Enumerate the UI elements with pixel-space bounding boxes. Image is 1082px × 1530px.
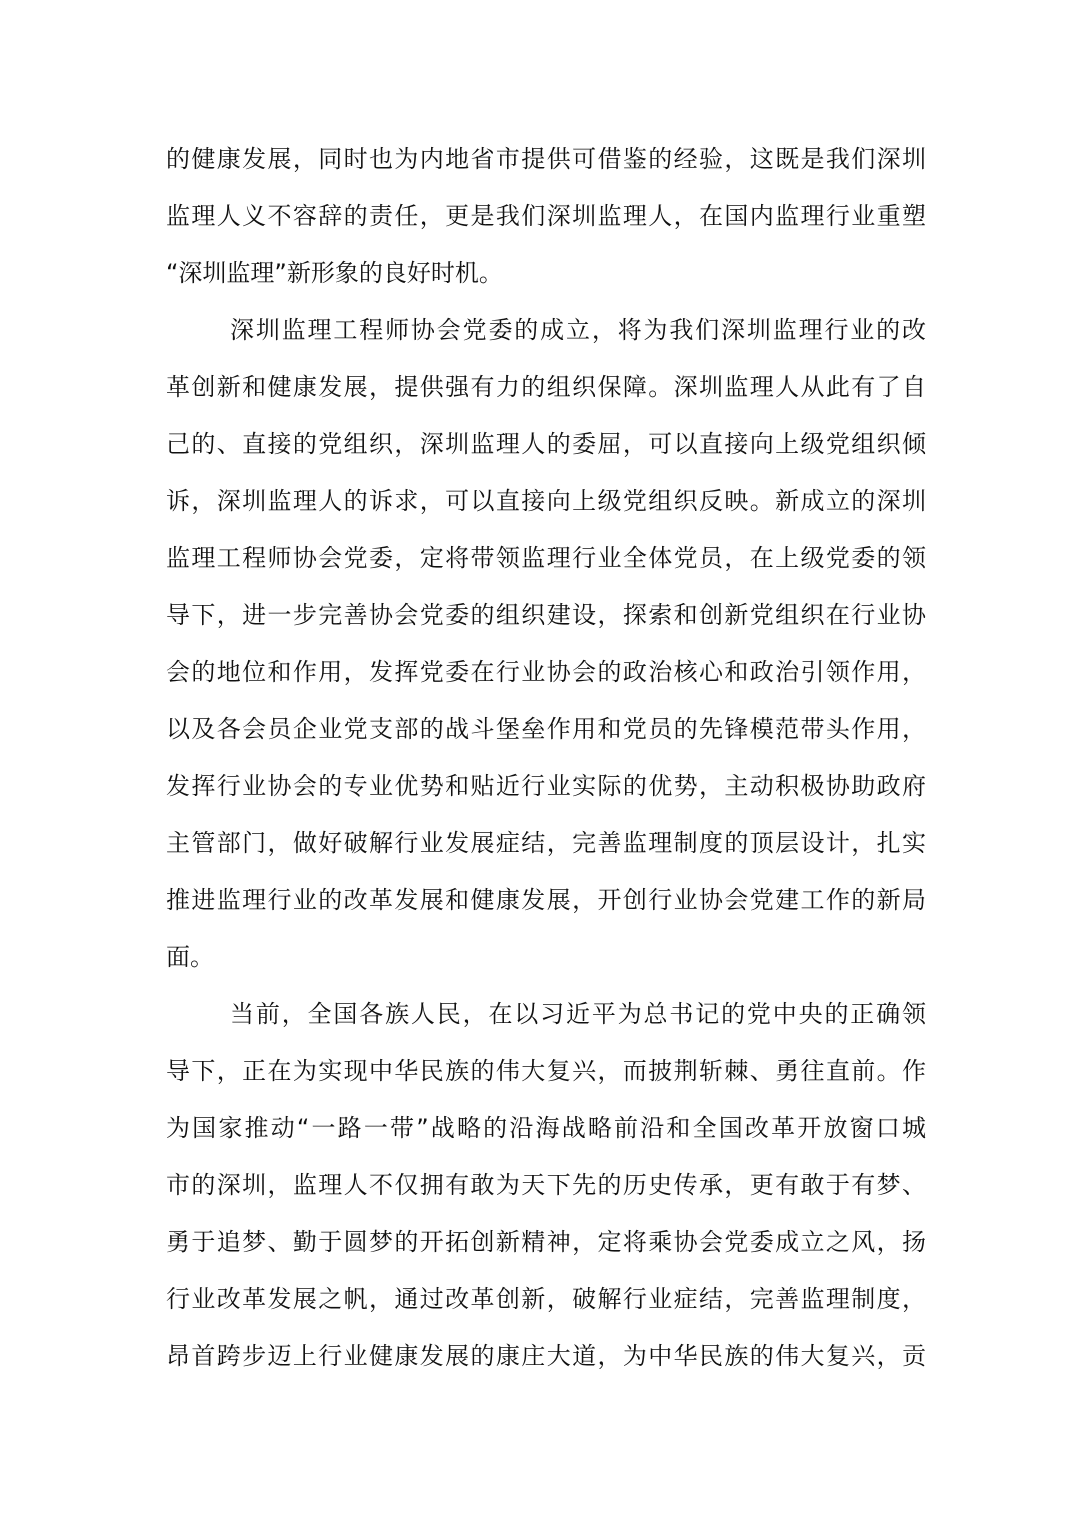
text-line: 监理人义不容辞的责任，更是我们深圳监理人，在国内监理行业重塑 — [166, 202, 926, 230]
text-line: 当前，全国各族人民，在以习近平为总书记的党中央的正确领 — [230, 1000, 926, 1028]
text-line: 监理工程师协会党委，定将带领监理行业全体党员，在上级党委的领 — [166, 544, 926, 572]
text-line: 昂首跨步迈上行业健康发展的康庄大道，为中华民族的伟大复兴，贡 — [166, 1342, 926, 1370]
text-line: 勇于追梦、勤于圆梦的开拓创新精神，定将乘协会党委成立之风，扬 — [166, 1228, 926, 1256]
text-line: 发挥行业协会的专业优势和贴近行业实际的优势，主动积极协助政府 — [166, 772, 926, 800]
text-line: 推进监理行业的改革发展和健康发展，开创行业协会党建工作的新局 — [166, 886, 926, 914]
paragraph — [166, 131, 926, 302]
paragraph — [166, 302, 926, 986]
text-line: 会的地位和作用，发挥党委在行业协会的政治核心和政治引领作用， — [166, 658, 926, 686]
text-line: 行业改革发展之帆，通过改革创新，破解行业症结，完善监理制度， — [166, 1285, 926, 1313]
text-line: 主管部门，做好破解行业发展症结，完善监理制度的顶层设计，扎实 — [166, 829, 926, 857]
text-line: 己的、直接的党组织，深圳监理人的委屈，可以直接向上级党组织倾 — [166, 430, 926, 458]
text-line: 为国家推动“一路一带”战略的沿海战略前沿和全国改革开放窗口城 — [166, 1114, 926, 1142]
text-line: 的健康发展，同时也为内地省市提供可借鉴的经验，这既是我们深圳 — [166, 145, 926, 173]
document-body — [166, 131, 926, 1385]
text-line: 面。 — [166, 943, 214, 971]
paragraph — [166, 986, 926, 1385]
text-line: 诉，深圳监理人的诉求，可以直接向上级党组织反映。新成立的深圳 — [166, 487, 926, 515]
text-line: “深圳监理”新形象的良好时机。 — [166, 259, 503, 287]
text-line: 深圳监理工程师协会党委的成立，将为我们深圳监理行业的改 — [230, 316, 926, 344]
text-line: 导下，正在为实现中华民族的伟大复兴，而披荆斩棘、勇往直前。作 — [166, 1057, 926, 1085]
text-line: 革创新和健康发展，提供强有力的组织保障。深圳监理人从此有了自 — [166, 373, 926, 401]
text-line: 市的深圳，监理人不仅拥有敢为天下先的历史传承，更有敢于有梦、 — [166, 1171, 926, 1199]
text-line: 以及各会员企业党支部的战斗堡垒作用和党员的先锋模范带头作用， — [166, 715, 926, 743]
text-line: 导下，进一步完善协会党委的组织建设，探索和创新党组织在行业协 — [166, 601, 926, 629]
